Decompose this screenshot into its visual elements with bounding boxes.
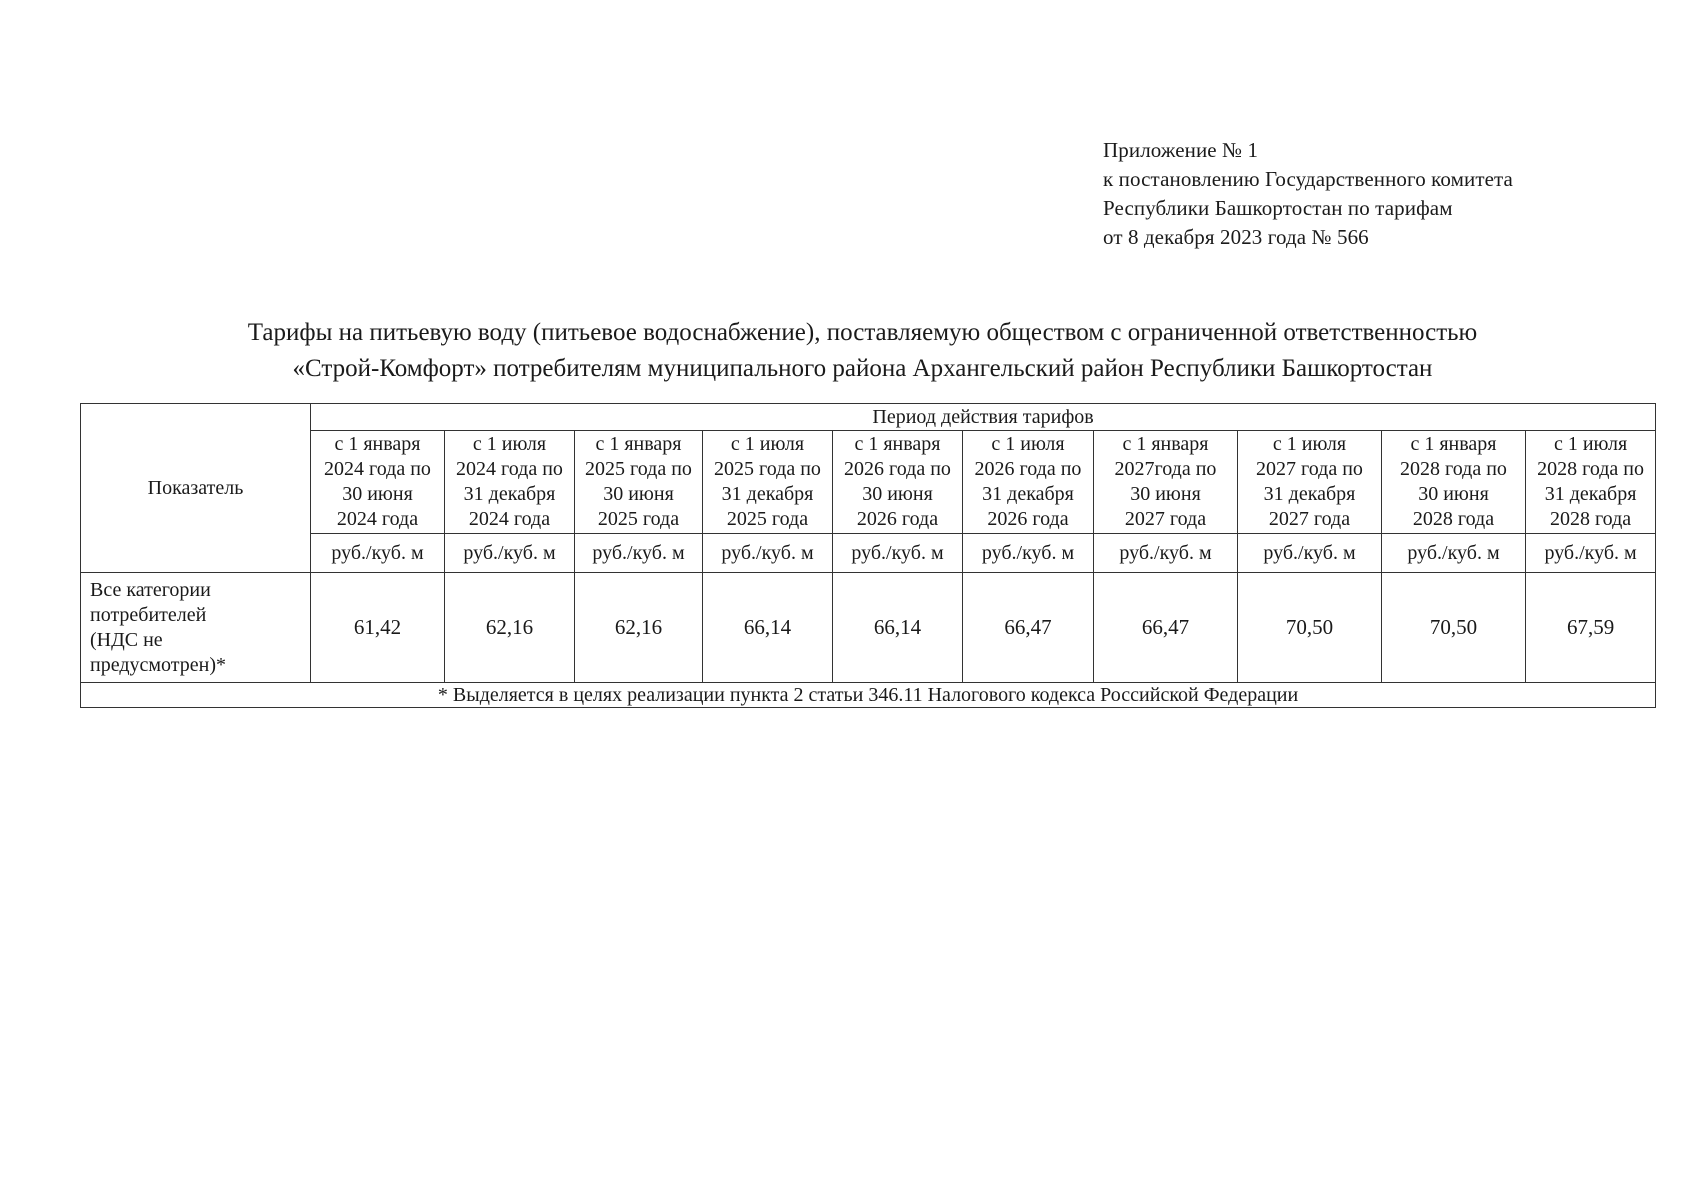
appendix-line: Приложение № 1	[1103, 138, 1259, 162]
period-line: 2026 года по	[974, 458, 1082, 480]
period-line: с 1 января	[1122, 433, 1209, 455]
tariff-value-cell: 66,47	[1094, 573, 1238, 683]
period-line: с 1 июля	[1272, 433, 1347, 455]
appendix-line: от 8 декабря 2023 года № 566	[1103, 225, 1369, 249]
period-line: 2027 года по	[1256, 458, 1363, 480]
appendix-line: к постановлению Государственного комитета	[1103, 167, 1513, 191]
unit-cell: руб./куб. м	[833, 534, 963, 573]
period-line: с 1 июля	[730, 433, 805, 455]
period-line: 2028 года по	[1537, 458, 1644, 480]
period-column-header	[1094, 431, 1238, 534]
period-line: с 1 июля	[1553, 433, 1628, 455]
period-dates-row	[81, 431, 1656, 534]
tariff-value-cell: 66,14	[703, 573, 833, 683]
period-line: с 1 июля	[472, 433, 547, 455]
tariff-value-cell: 66,47	[963, 573, 1094, 683]
appendix-block	[1103, 136, 1513, 252]
unit-cell: руб./куб. м	[311, 534, 445, 573]
period-line: 2028 года по	[1400, 458, 1507, 480]
tariff-value-cell: 62,16	[445, 573, 575, 683]
unit-cell: руб./куб. м	[1238, 534, 1382, 573]
period-line: 30 июня	[603, 483, 674, 505]
period-column-header	[311, 431, 445, 534]
period-line: 2027года по	[1114, 458, 1217, 480]
period-line: 30 июня	[342, 483, 413, 505]
period-column-header	[1526, 431, 1656, 534]
period-line: 2026 года	[987, 508, 1069, 530]
row-label-line: потребителей	[90, 604, 207, 626]
period-column-header	[703, 431, 833, 534]
row-label	[81, 573, 311, 683]
period-line: 2026 года по	[844, 458, 951, 480]
table-row	[81, 573, 1656, 683]
period-line: 2024 года	[336, 508, 419, 530]
period-header: Период действия тарифов	[311, 404, 1656, 431]
indicator-header: Показатель	[81, 404, 311, 573]
period-line: 30 июня	[1418, 483, 1489, 505]
document-title	[80, 315, 1645, 387]
period-line: 2026 года	[856, 508, 939, 530]
period-header-row	[81, 404, 1656, 431]
period-column-header	[833, 431, 963, 534]
row-label-line: Все категории	[90, 579, 211, 601]
tariff-value-cell: 70,50	[1238, 573, 1382, 683]
period-line: 2027 года	[1268, 508, 1351, 530]
row-label-line: предусмотрен)*	[90, 654, 226, 676]
unit-cell: руб./куб. м	[1382, 534, 1526, 573]
footnote: * Выделяется в целях реализации пункта 2 статьи 346.11 Налогового кодекса Российской Федерации	[81, 683, 1656, 708]
tariffs-table	[80, 403, 1656, 708]
period-line: 30 июня	[1130, 483, 1201, 505]
period-line: 2025 года	[726, 508, 809, 530]
period-column-header	[1238, 431, 1382, 534]
period-column-header	[575, 431, 703, 534]
period-line: 31 декабря	[721, 483, 814, 505]
period-column-header	[1382, 431, 1526, 534]
period-line: 2028 года	[1412, 508, 1495, 530]
footnote-row	[81, 683, 1656, 708]
unit-cell: руб./куб. м	[575, 534, 703, 573]
period-line: с 1 января	[334, 433, 421, 455]
row-label-line: (НДС не	[90, 629, 163, 651]
unit-cell: руб./куб. м	[445, 534, 575, 573]
period-line: 2024 года по	[456, 458, 563, 480]
period-line: с 1 января	[854, 433, 941, 455]
period-line: 31 декабря	[1263, 483, 1356, 505]
period-line: 2027 года	[1124, 508, 1207, 530]
period-line: 2025 года по	[714, 458, 821, 480]
period-line: 2025 года	[597, 508, 680, 530]
period-column-header	[963, 431, 1094, 534]
title-line-2: «Строй-Комфорт» потребителям муниципального района Архангельский район Республики Башкортостан	[292, 355, 1433, 382]
title-line-1: Тарифы на питьевую воду (питьевое водоснабжение), поставляемую обществом с ограниченной ответственностью	[247, 319, 1478, 346]
period-column-header	[445, 431, 575, 534]
period-line: 2024 года	[468, 508, 551, 530]
period-line: 2028 года	[1549, 508, 1632, 530]
unit-cell: руб./куб. м	[703, 534, 833, 573]
tariff-value-cell: 62,16	[575, 573, 703, 683]
period-line: 30 июня	[862, 483, 933, 505]
period-line: 31 декабря	[1544, 483, 1637, 505]
unit-cell: руб./куб. м	[963, 534, 1094, 573]
period-line: 2025 года по	[585, 458, 692, 480]
unit-cell: руб./куб. м	[1526, 534, 1656, 573]
period-line: с 1 июля	[991, 433, 1065, 455]
period-line: 2024 года по	[324, 458, 431, 480]
period-line: 31 декабря	[463, 483, 556, 505]
unit-cell: руб./куб. м	[1094, 534, 1238, 573]
tariff-value-cell: 61,42	[311, 573, 445, 683]
tariff-value-cell: 66,14	[833, 573, 963, 683]
tariff-value-cell: 70,50	[1382, 573, 1526, 683]
period-line: с 1 января	[595, 433, 682, 455]
period-line: с 1 января	[1410, 433, 1497, 455]
appendix-line: Республики Башкортостан по тарифам	[1103, 196, 1453, 220]
tariff-value-cell: 67,59	[1526, 573, 1656, 683]
units-row	[81, 534, 1656, 573]
period-line: 31 декабря	[982, 483, 1074, 505]
